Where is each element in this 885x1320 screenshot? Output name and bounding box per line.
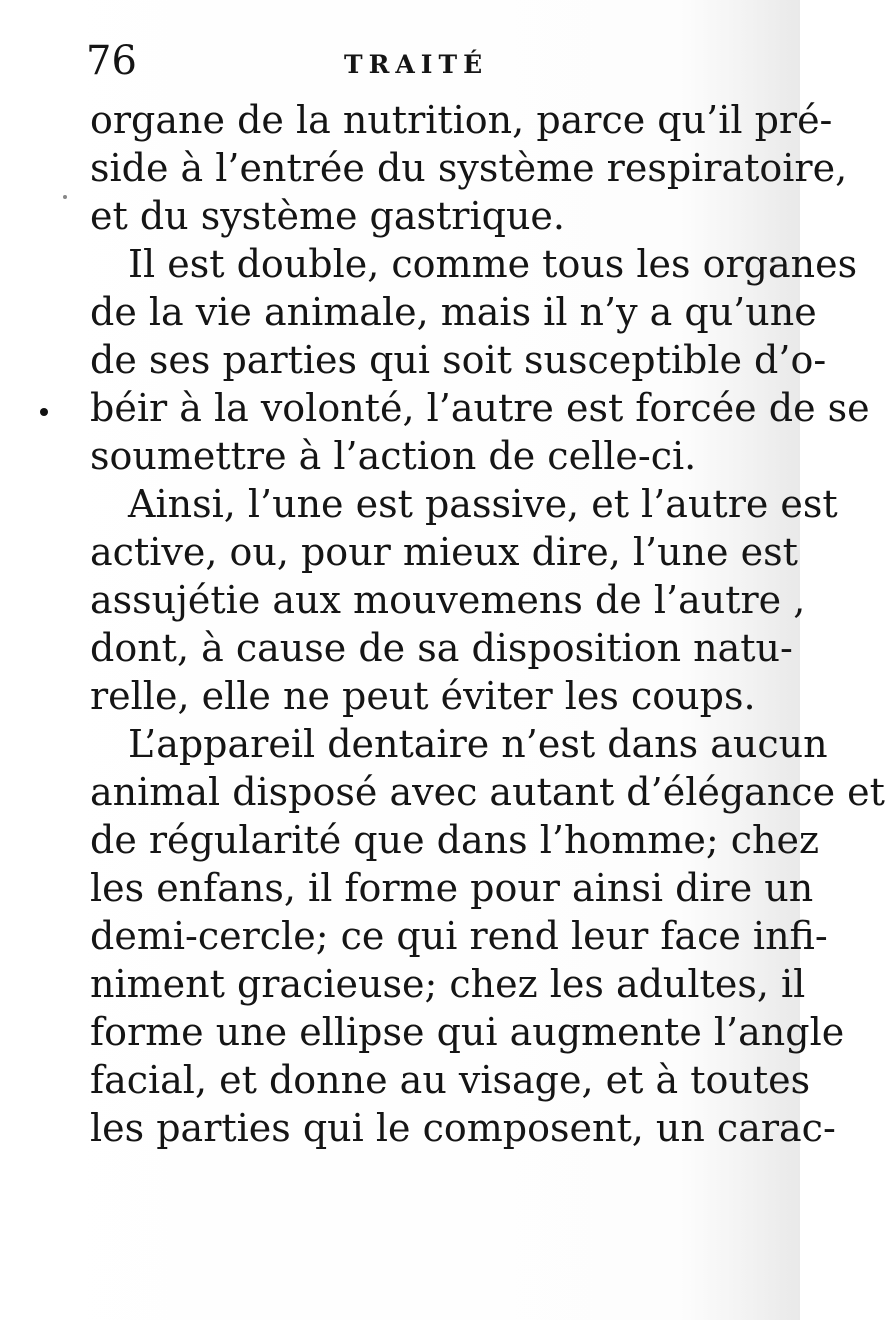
text-line: forme une ellipse qui augmente l’angle bbox=[90, 1010, 845, 1054]
text-line: béir à la volonté, l’autre est forcée de se bbox=[90, 386, 870, 430]
text-line: Ainsi, l’une est passive, et l’autre est bbox=[128, 482, 838, 526]
text-line: Il est double, comme tous les organes bbox=[128, 242, 858, 286]
page-header bbox=[86, 36, 726, 96]
text-line: dont, à cause de sa disposition natu- bbox=[90, 626, 793, 670]
text-line: de ses parties qui soit susceptible d’o- bbox=[90, 338, 827, 382]
text-line: niment gracieuse; chez les adultes, il bbox=[90, 962, 806, 1006]
text-line: side à l’entrée du système respiratoire, bbox=[90, 146, 848, 190]
text-line: demi-cercle; ce qui rend leur face infi- bbox=[90, 914, 828, 958]
paragraph-1 bbox=[90, 96, 848, 240]
text-line: de régularité que dans l’homme; chez bbox=[90, 818, 819, 862]
paragraph-3 bbox=[90, 480, 838, 720]
text-line: relle, elle ne peut éviter les coups. bbox=[90, 674, 756, 718]
text-line: soumettre à l’action de celle-ci. bbox=[90, 434, 697, 478]
text-line: assujétie aux mouvemens de l’autre , bbox=[90, 578, 806, 622]
paragraph-4 bbox=[90, 720, 885, 1152]
text-line: active, ou, pour mieux dire, l’une est bbox=[90, 530, 798, 574]
ink-dot bbox=[40, 408, 48, 416]
text-line: les parties qui le composent, un carac- bbox=[90, 1106, 836, 1150]
text-line: de la vie animale, mais il n’y a qu’une bbox=[90, 290, 817, 334]
running-head: TRAITÉ bbox=[344, 50, 489, 79]
ink-dot bbox=[63, 195, 67, 199]
ink-dot bbox=[770, 258, 775, 263]
text-line: animal disposé avec autant d’élégance et bbox=[90, 770, 885, 814]
text-line: organe de la nutrition, parce qu’il pré- bbox=[90, 98, 833, 142]
text-line: L’appareil dentaire n’est dans aucun bbox=[128, 722, 828, 766]
text-line: facial, et donne au visage, et à toutes bbox=[90, 1058, 811, 1102]
text-line: et du système gastrique. bbox=[90, 194, 565, 238]
paragraph-2 bbox=[90, 240, 870, 480]
page-number: 76 bbox=[86, 38, 137, 84]
text-line: les enfans, il forme pour ainsi dire un bbox=[90, 866, 814, 910]
text-body bbox=[90, 96, 885, 1152]
